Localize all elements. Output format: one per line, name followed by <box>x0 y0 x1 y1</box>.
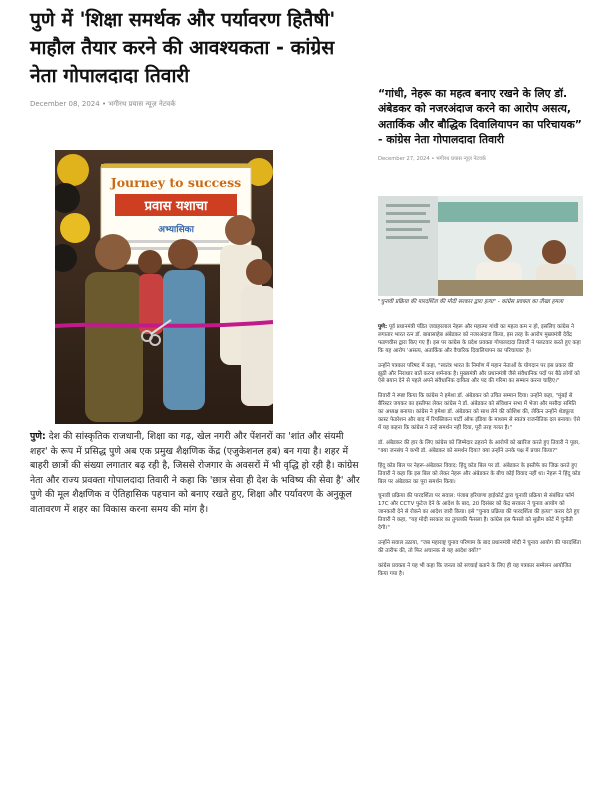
main-article-photo <box>55 150 273 424</box>
side-article-place: पुणे: <box>378 324 388 330</box>
side-article-paragraph: उन्होंने सवाल उठाया, "जब महाराष्ट्र चुनाव परिणाम के बाद प्रधानमंत्री मोदी ने चुनाव आयोग की पारदर्शिता की तारीफ की, तो फिर अचानक से यह आदेश क्यों?" <box>378 539 581 554</box>
side-article-meta <box>378 154 583 162</box>
side-article-paragraph: तिवारी ने स्पष्ट किया कि कांग्रेस ने हमेशा डॉ. अंबेडकर को उचित सम्मान दिया। उन्होंने कहा, "मुंबई से बैरिस्टर जयकर का इस्तीफा लेकर कांग्रेस ने डॉ. अंबेडकर को संविधान सभा में भेजा और मसौदा समिति का अध्यक्ष बनाया। कांग्रेस ने हमेशा डॉ. अंबेडकर को साथ लेने की कोशिश की, लेकिन उन्होंने शेड्यूल्ड कास्ट फेडरेशन और बाद में रिपब्लिकन पार्टी ऑफ इंडिया के माध्यम से स्वतंत्र राजनीतिक दल बनाया। ऐसे में यह कहना कि कांग्रेस ने उन्हें समर्थन नहीं दिया, पूरी तरह गलत है।" <box>378 393 581 431</box>
side-article-source: भगीरथ प्रयास न्यूज़ नेटवर्क <box>436 155 486 162</box>
meta-separator: • <box>101 100 109 108</box>
side-article-paragraph: चुनावी प्रक्रिया की पारदर्शिता पर सवाल: पंजाब हरियाणा हाईकोर्ट द्वारा चुनावी प्रक्रिया से संबंधित फॉर्म 17C और CCTV फुटेज देने के आदेश के बाद, 20 दिसंबर को केंद्र सरकार ने चुनाव आयोग को जानकारी देने से रोकने का आदेश जारी किया। इसे "चुनाव प्रक्रिया की पारदर्शिता की हत्या" करार देते हुए तिवारी ने कहा, "यह मोदी सरकार का तुगलकी फैसला है। कांग्रेस इस फैसले को सुप्रीम कोर्ट में चुनौती देगी।" <box>378 493 580 532</box>
ribbon-cutting-illustration <box>55 150 273 424</box>
banner-text-3: अभ्यासिका <box>158 225 194 235</box>
side-article-paragraph: उन्होंने पत्रकार परिषद में कहा, "स्वतंत्र भारत के निर्माण में महान नेताओं के योगदान पर इस प्रकार की झूठी और निराधार बातें करना शर्मनाक है। मुख्यमंत्री और प्रधानमंत्री जैसे संवैधानिक पदों पर बैठे लोगों को ऐसे बयान देने से पहले अपने संवैधानिक दायित्व और पद की गरिमा का सम्मान करना चाहिए।" <box>378 362 580 385</box>
side-article-paragraph: कांग्रेस प्रवक्ता ने यह भी कहा कि जनता को सच्चाई बताने के लिए ही यह पत्रकार सम्मेलन आयोजित किया गया है। <box>378 562 572 577</box>
side-article-paragraph: डॉ. अंबेडकर की हार के लिए कांग्रेस को जिम्मेदार ठहराने के आरोपों को खारिज करते हुए तिवारी ने पूछा, "क्या जनसंघ ने कभी डॉ. अंबेडकर को समर्थन दिया? क्या उन्होंने उनके पक्ष में प्रचार किया?" <box>378 439 580 454</box>
side-article-title[interactable]: “गांधी, नेहरू का महत्व बनाए रखने के लिए डॉ. अंबेडकर को नजरअंदाज करने का आरोप असत्य, अतार्किक और बौद्धिक दिवालियापन का परिचायक” - कांग्रेस नेता गोपालदादा तिवारी <box>378 87 582 147</box>
side-article-paragraph-text: पूर्व प्रधानमंत्री पंडित जवाहरलाल नेहरू और महात्मा गांधी का महत्व कम न हो, इसलिए कांग्रेस ने लगातार भारत रत्न डॉ. बाबासाहेब अंबेडकर को नजरअंदाज किया, इस तरह के आरोप मुख्यमंत्री देवेंद्र फडणवीस द्वारा किए गए हैं। इस पर कांग्रेस के प्रदेश प्रवक्ता गोपालदादा तिवारी ने पलटवार करते हुए कहा कि यह आरोप 'असत्य, अतार्किक और वैचारिक दिवालियापन का परिचायक' है। <box>378 324 581 354</box>
main-article-source: भगीरथ प्रयास न्यूज़ नेटवर्क <box>108 100 176 108</box>
main-article-date: December 08, 2024 <box>30 100 100 108</box>
main-article-meta <box>30 100 360 109</box>
side-article-paragraph <box>378 324 583 356</box>
meta-separator: • <box>431 155 437 162</box>
main-article-place: पुणे: <box>30 431 46 442</box>
main-article-title[interactable]: पुणे में 'शिक्षा समर्थक और पर्यावरण हितैषी' माहौल तैयार करने की आवश्यकता - कांग्रेस नेता गोपालदादा तिवारी <box>30 8 336 87</box>
banner-text-2: प्रवास यशाचा <box>144 199 208 214</box>
main-article-header <box>30 6 360 109</box>
side-article-caption: "चुनावी प्रक्रिया की पारदर्शिता की मोदी सरकार द्वारा हत्या" - कांग्रेस प्रवक्ता का तीखा हमला <box>378 299 564 305</box>
main-article-body <box>30 430 360 518</box>
main-article-body-text: देश की सांस्कृतिक राजधानी, शिक्षा का गढ़, खेल नगरी और पेंशनरों का 'शांत और संयमी शहर' के रूप में प्रसिद्ध पुणे अब एक प्रमुख शैक्षणिक केंद्र (एजुकेशनल हब) बन गया है। शहर में बाहरी छात्रों की संख्या लगातार बढ़ रही है, जिससे रोजगार के अवसरों में भी वृद्धि हो रही है। कांग्रेस नेता और राज्य प्रवक्ता गोपालदादा तिवारी ने कहा कि 'छात्र सेवा ही देश के भविष्य की सेवा है' और पुणे की मूल शैक्षणिक व ऐतिहासिक पहचान को बनाए रखते हुए, शिक्षा और पर्यावरण के अनुकूल वातावरण में शहर का विकास करना समय की मांग है। <box>30 431 360 515</box>
side-article-photo <box>378 196 583 296</box>
side-article-paragraph: हिंदू कोड बिल पर नेहरू-अंबेडकर विवाद: हिंदू कोड बिल पर डॉ. अंबेडकर के इस्तीफे का जिक्र करते हुए तिवारी ने कहा कि इस बिल को लेकर नेहरू और अंबेडकर के बीच कोई विवाद नहीं था। नेहरू ने हिंदू कोड बिल पर अंबेडकर का पूरा समर्थन किया। <box>378 462 581 485</box>
side-article-date: December 27, 2024 <box>378 155 430 162</box>
side-article-body <box>378 324 583 586</box>
banner-text-1: Journey to success <box>110 175 242 190</box>
side-article-header <box>378 86 583 162</box>
press-conference-illustration <box>378 196 583 296</box>
